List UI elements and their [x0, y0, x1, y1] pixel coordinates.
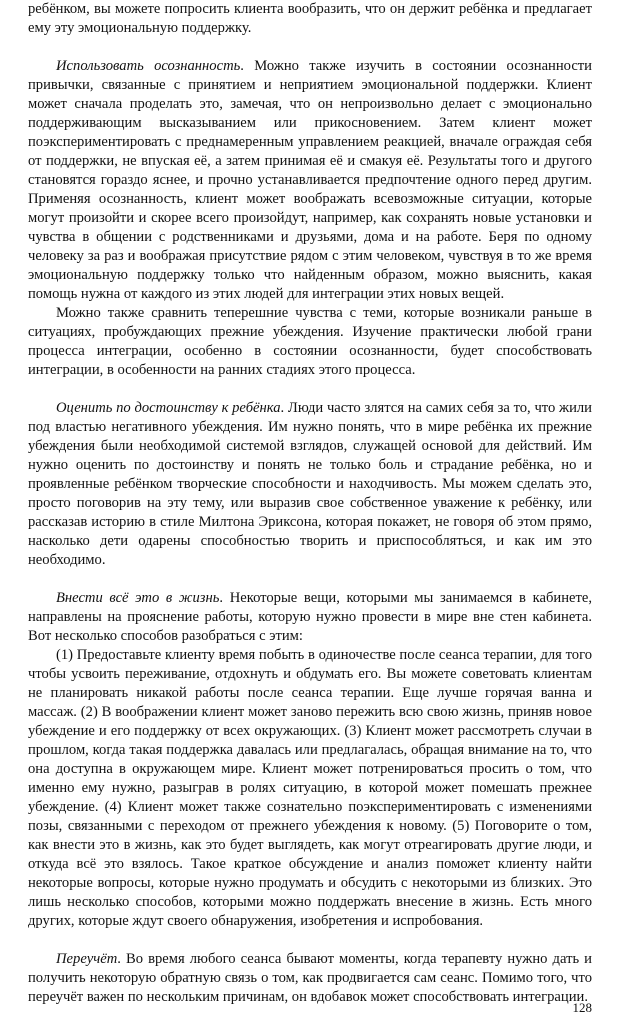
paragraph-text: . Некоторые вещи, которыми мы занимаемся в кабинете, направлены на прояснение работы, которую нужно провести в мире вне стен кабинета. Вот несколько способов разобраться с этим: — [28, 590, 592, 644]
paragraph-lead-heading: Использовать осознанность — [56, 58, 241, 74]
paragraph-text: . Люди часто злятся на самих себя за то, что жили под властью негативного убеждения. Им нужно понять, что в мире ребёнка их прежние убеждения были необходимой системой взглядов, служащей основой для действий. Им нужно оценить по достоинству и понять не только боль и страдание ребёнка, но и проявленные ребёнком творческие способности и находчивость. Мы можем сделать это, просто поговорив на эту тему, или выразив свое собственное уважение к ребёнку, или рассказав историю в стиле Милтона Эриксона, которая покажет, не говоря об этом прямо, насколько дети одарены способностью творить и приспособляться, и как им это необходимо. — [28, 400, 592, 568]
paragraph-bring-into-life — [28, 589, 592, 646]
document-page — [28, 0, 592, 1024]
paragraph-text: Можно также сравнить теперешние чувства с теми, которые возникали раньше в ситуациях, пробуждающих прежние убеждения. Изучение практически любой грани процесса интеграции, особенно в состоянии осознанности, будет способствовать интеграции, в особенности на ранних стадиях этого процесса. — [28, 305, 592, 378]
paragraph-lead-heading: Внести всё это в жизнь — [56, 590, 220, 606]
paragraph-numbered-methods — [28, 646, 592, 931]
page-number: 128 — [572, 1000, 592, 1015]
paragraph-lead-heading: Переучёт — [56, 951, 118, 967]
paragraph-appreciate-child — [28, 399, 592, 570]
paragraph-recount — [28, 950, 592, 1007]
paragraph-text: ребёнком, вы можете попросить клиента вообразить, что он держит ребёнка и предлагает ему эту эмоциональную поддержку. — [28, 1, 592, 36]
paragraph-text: . Можно также изучить в состоянии осознанности привычки, связанные с принятием и неприятием эмоциональной поддержки. Клиент может сначала проделать это, замечая, что он непроизвольно делает с эмоционально поддерживающим высказыванием или прикосновением. Затем клиент может поэкспериментировать с преднамеренным управлением реакцией, вначале ограждая себя от поддержки, не впуская её, а затем принимая её и смакуя её. Результаты того и другого становятся гораздо яснее, и прочно устанавливается предпочтение одного перед другим. Применяя осознанность, клиент может воображать всевозможные ситуации, которые могут произойти и скорее всего произойдут, например, как сохранять новые установки и чувства в общении с родственниками и друзьями, дома и на работе. Беря по одному человеку за раз и воображая присутствие рядом с этим человеком, чувствуя в то же время эмоциональную поддержку только что найденным образом, можно выяснить, какая помощь нужна от каждого из этих людей для интеграции этих новых вещей. — [28, 58, 592, 302]
paragraph-lead-heading: Оценить по достоинству к ребёнка — [56, 400, 281, 416]
paragraph-compare-feelings — [28, 304, 592, 380]
paragraph-mindfulness — [28, 57, 592, 304]
paragraph-text: (1) Предоставьте клиенту время побыть в одиночестве после сеанса терапии, для того чтобы усвоить переживание, отдохнуть и обдумать его. Вы можете советовать клиентам не планировать никакой работы после сеанса терапии. Еще лучше горячая ванна и массаж. (2) В воображении клиент может заново пережить всю свою жизнь, приняв новое убеждение и его поддержку от всех окружающих. (3) Клиент может рассмотреть случаи в прошлом, когда такая поддержка давалась или предлагалась, обращая внимание на то, что она доступна в окружающем мире. Клиент может потренироваться просить о том, что именно ему нужно, разыграв в ролях ситуацию, в которой может помешать прежнее убеждение. (4) Клиент может также сознательно поэкспериментировать с изменениями позы, связанными с переходом от прежнего убеждения к новому. (5) Поговорите о том, как внести это в жизнь, как это будет выглядеть, как могут отреагировать другие люди, и откуда всё это взялось. Такое краткое обсуждение и анализ поможет клиенту найти некоторые вопросы, которые нужно продумать и обсудить с некоторыми из близких. Это лишь несколько способов, которыми можно поддержать внесение в жизнь. Есть много других, которые ждут своего обнаружения, изобретения и испробования. — [28, 647, 592, 929]
paragraph-text: . Во время любого сеанса бывают моменты, когда терапевту нужно дать и получить некоторую обратную связь о том, как продвигается сам сеанс. Помимо того, что переучёт важен по нескольким причинам, он вдобавок может способствовать интеграции. — [28, 951, 592, 1005]
paragraph-continuation — [28, 0, 592, 38]
